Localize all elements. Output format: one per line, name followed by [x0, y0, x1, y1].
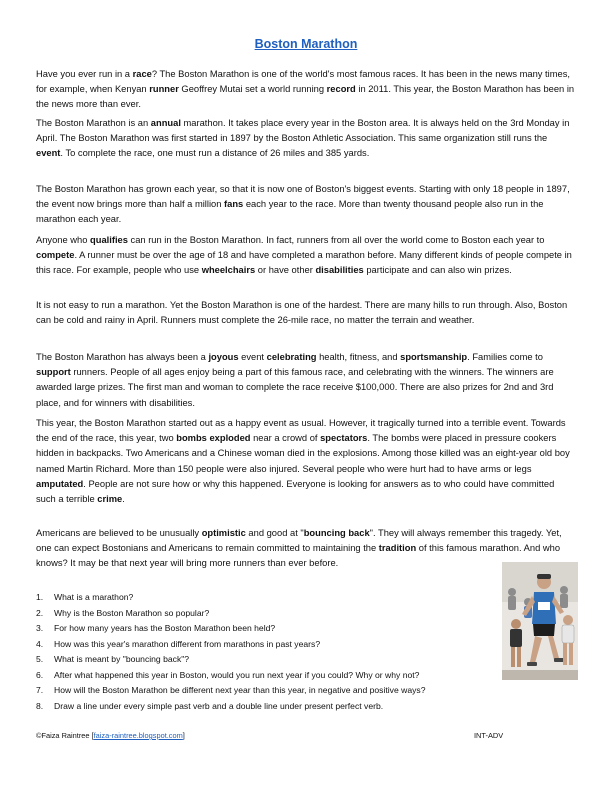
paragraph-joyous: The Boston Marathon has always been a joyous event celebrating health, fitness, and sportsmanship. Families come to support runners. People of all ages enjoy being a part of this famous race, and celebrating with the winners. The winners are awarded large prizes. The first man and woman to complete the race receive $100,000. There are also prizes for 2nd and 3rd place, and for winners with disabilities.: [36, 352, 554, 408]
question-number: 3.: [36, 623, 44, 633]
paragraph-growth: The Boston Marathon has grown each year, so that it is now one of Boston's biggest events. Starting with only 18 people in 1897, the event now brings more than half a million fans each year to the race. More than twenty thousand people also run in the marathon each year.: [36, 184, 570, 225]
runners-illustration: [502, 562, 578, 680]
question-item: [36, 652, 516, 668]
paragraph-difficulty: It is not easy to run a marathon. Yet the Boston Marathon is one of the hardest. There are many hills to run through. Also, Boston can be cold and rainy in April. Runners must complete the 26-mile race, no matter the terrain and weather.: [36, 300, 568, 326]
question-item: [36, 606, 516, 622]
question-number: 4.: [36, 638, 44, 649]
blog-link[interactable]: faiza-raintree.blogspot.com: [93, 731, 183, 740]
question-item: [36, 590, 516, 606]
paragraph-tragedy: This year, the Boston Marathon started out as a happy event as usual. However, it tragically turned into a terrible event. Towards the end of the race, this year, two bombs exploded near a crowd of spectators. The bombs were placed in pressure cookers hidden in backpacks. Two Americans and a Chinese woman died in the explosions. Among those killed was an eight-year old boy named Martin Richard. More than 150 people were also injured. Several people who were hurt had to have arms or legs amputated. People are not sure how or why this happened. Everyone is looking for answers as to who could have committed such a terrible crime.: [36, 418, 570, 505]
paragraph-intro: Have you ever run in a race? The Boston Marathon is one of the world's most famous races. It has been in the news many times, for example, when Kenyan runner Geoffrey Mutai set a world running record in 2011. This year, the Boston Marathon has been in the news more than ever.: [36, 69, 575, 110]
level-label: INT-ADV: [474, 731, 504, 740]
question-text: How was this year's marathon different from marathons in past years?: [54, 638, 321, 649]
page-title: Boston Marathon: [254, 37, 358, 51]
question-item: [36, 668, 516, 684]
question-item: [36, 699, 516, 715]
question-text: What is meant by "bouncing back"?: [54, 654, 190, 664]
copyright-close: ]: [182, 731, 185, 740]
question-text: Draw a line under every simple past verb and a double line under present perfect verb.: [54, 700, 384, 711]
question-text: What is a marathon?: [54, 592, 134, 602]
question-number: 7.: [36, 685, 44, 695]
paragraph-optimism: Americans are believed to be unusually optimistic and good at "bouncing back". They will always remember this tragedy. Yet, one can expect Bostonians and Americans to remain committed to maintaining the tradition of this famous marathon. And who knows? It may be that next year will bring more runners than ever before.: [36, 528, 562, 569]
question-text: After what happened this year in Boston, would you run next year if you could? Why or why not?: [54, 669, 420, 680]
question-item: [36, 637, 516, 653]
question-text: For how many years has the Boston Marathon been held?: [54, 623, 276, 633]
paragraph-qualify: Anyone who qualifies can run in the Boston Marathon. In fact, runners from all over the world come to Boston each year to compete. A runner must be over the age of 18 and have completed a marathon before. Many different kinds of people compete in this race. For example, people who use wheelchairs or have other disabilities participate and can also win prizes.: [36, 235, 572, 276]
question-item: [36, 621, 516, 637]
question-number: 5.: [36, 654, 44, 664]
copyright-footer: [36, 731, 185, 740]
question-number: 6.: [36, 669, 44, 680]
question-number: 2.: [36, 607, 44, 618]
question-number: 1.: [36, 592, 44, 602]
question-list: [36, 590, 516, 714]
question-text: Why is the Boston Marathon so popular?: [54, 607, 210, 618]
question-item: [36, 683, 516, 699]
copyright-text: ©Faiza Raintree [: [36, 731, 94, 740]
question-text: How will the Boston Marathon be different next year than this year, in negative and positive ways?: [54, 685, 426, 695]
marathon-runners-photo: [502, 562, 578, 680]
paragraph-annual: The Boston Marathon is an annual marathon. It takes place every year in the Boston area. It is always held on the 3rd Monday in April. The Boston Marathon was first started in 1897 by the Boston Athletic Association. This same organization still runs the event. To complete the race, one must run a distance of 26 miles and 385 yards.: [36, 118, 570, 159]
question-number: 8.: [36, 700, 44, 711]
